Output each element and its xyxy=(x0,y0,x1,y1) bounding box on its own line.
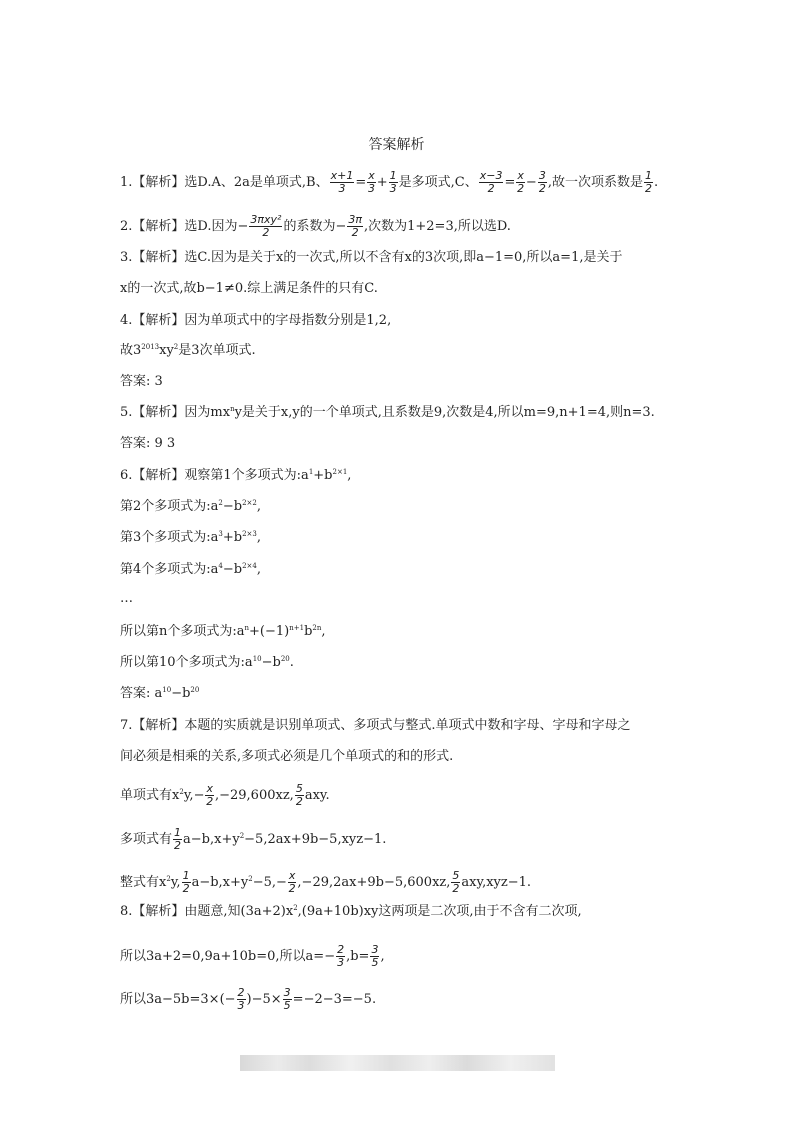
fraction: $\frac{3}{5}$ xyxy=(371,943,379,969)
q8-line-1: 8.【解析】由题意,知$(3a+2)x^2,(9a+10b)xy$这两项是二次项,由于不含有二次项, xyxy=(120,904,582,919)
fraction: $\frac{3}{2}$ xyxy=(538,169,546,195)
fraction: $\frac{1}{2}$ xyxy=(182,869,190,895)
q1-line: 1.【解析】选D.A、2a是单项式,B、 $\frac{x+1}{3}$ = $\frac{x}{3}$ + $\frac{1}{3}$ 是多项式,C、 $\frac{x-3}{2}$ = $\frac{x}{2}$ − $\frac{3}{2}$ ,故一次项系数是 $\frac{1}{2}$ . xyxy=(120,169,659,195)
q5-line: 5.【解析】因为$mx^ny$是关于x,y的一个单项式,且系数是9,次数是4,所以m=9,n+1=4,则n=3. xyxy=(120,405,655,420)
q6-line-2: 第2个多项式为$:a^2-b^{2\times 2}$, xyxy=(120,499,262,514)
q6-line-3: 第3个多项式为$:a^3+b^{2\times 3}$, xyxy=(120,530,262,545)
q4-answer: 答案: 3 xyxy=(120,374,163,389)
q7-line-1: 7.【解析】本题的实质就是识别单项式、多项式与整式.单项式中数和字母、字母和字母之 xyxy=(120,718,631,733)
q6-line-6: 所以第10个多项式为$:a^{10}-b^{20}$. xyxy=(120,655,294,670)
q6-answer: 答案: $a^{10}-b^{20}$ xyxy=(120,686,200,701)
blurred-footer-watermark xyxy=(240,1055,555,1071)
q5-answer: 答案: 9 3 xyxy=(120,436,176,451)
q4-line-1: 4.【解析】因为单项式中的字母指数分别是1,2, xyxy=(120,313,392,328)
fraction: $\frac{5}{2}$ xyxy=(452,869,460,895)
q3-line-2: x的一次式,故b−1≠0.综上满足条件的只有C. xyxy=(120,281,378,296)
q6-line-1: 6.【解析】观察第1个多项式为$:a^1+b^{2\times 1}$, xyxy=(120,468,352,483)
fraction: $\frac{2}{3}$ xyxy=(337,943,345,969)
q7-line-2: 间必须是相乘的关系,多项式必须是几个单项式的和的形式. xyxy=(120,749,454,764)
fraction: $\frac{x}{3}$ xyxy=(367,169,375,195)
q7-monomials: 单项式有$x^2y,-$ $\frac{x}{2}$ ,−29,600xz, $\frac{5}{2}$ axy. xyxy=(120,782,330,808)
q6-ellipsis: … xyxy=(120,591,133,606)
fraction: $\frac{x-3}{2}$ xyxy=(479,169,503,195)
fraction: $\frac{5}{2}$ xyxy=(295,782,303,808)
q4-line-2: 故$3^{2013}xy^2$是3次单项式. xyxy=(120,343,256,358)
q6-line-5: 所以第n个多项式为$:a^n+(-1)^{n+1}b^{2n}$, xyxy=(120,624,326,639)
fraction: $\frac{1}{3}$ xyxy=(389,169,397,195)
fraction: $\frac{1}{2}$ xyxy=(644,169,652,195)
fraction: $\frac{x}{2}$ xyxy=(517,169,525,195)
fraction: $\frac{x+1}{3}$ xyxy=(330,169,354,195)
q6-line-4: 第4个多项式为$:a^4-b^{2\times 4}$, xyxy=(120,562,262,577)
q8-line-3: 所以3a−5b=3×(− $\frac{2}{3}$ )−5× $\frac{3}{5}$ =−2−3=−5. xyxy=(120,986,377,1012)
fraction: $\frac{1}{2}$ xyxy=(174,826,182,852)
fraction: $\frac{\text{3πxy²}}{2}$ xyxy=(250,213,282,239)
q7-integral-expressions: 整式有$x^2y$, $\frac{1}{2}$ $a-b,x+y^2-5,-$ $\frac{x}{2}$ ,−29,2ax+9b−5,600xz, $\frac{5}{2}$ axy,xyz−1. xyxy=(120,869,532,895)
q2-line: 2.【解析】选D.因为− $\frac{\text{3πxy²}}{2}$ 的系数为− $\frac{3\pi}{2}$ ,次数为1+2=3,所以选D. xyxy=(120,213,511,239)
q7-polynomials: 多项式有 $\frac{1}{2}$ $a-b,x+y^2-5,2ax+9b-5,xyz-1$. xyxy=(120,826,387,852)
fraction: $\frac{2}{3}$ xyxy=(237,986,245,1012)
fraction: $\frac{x}{2}$ xyxy=(288,869,296,895)
fraction: $\frac{3\pi}{2}$ xyxy=(348,213,362,239)
q3-line-1: 3.【解析】选C.因为是关于x的一次式,所以不含有x的3次项,即a−1=0,所以a=1,是关于 xyxy=(120,250,623,265)
fraction: $\frac{x}{2}$ xyxy=(206,782,214,808)
fraction: $\frac{3}{5}$ xyxy=(283,986,291,1012)
page-title: 答案解析 xyxy=(368,137,425,153)
q8-line-2: 所以3a+2=0,9a+10b=0,所以a=− $\frac{2}{3}$ ,b= $\frac{3}{5}$ , xyxy=(120,943,385,969)
